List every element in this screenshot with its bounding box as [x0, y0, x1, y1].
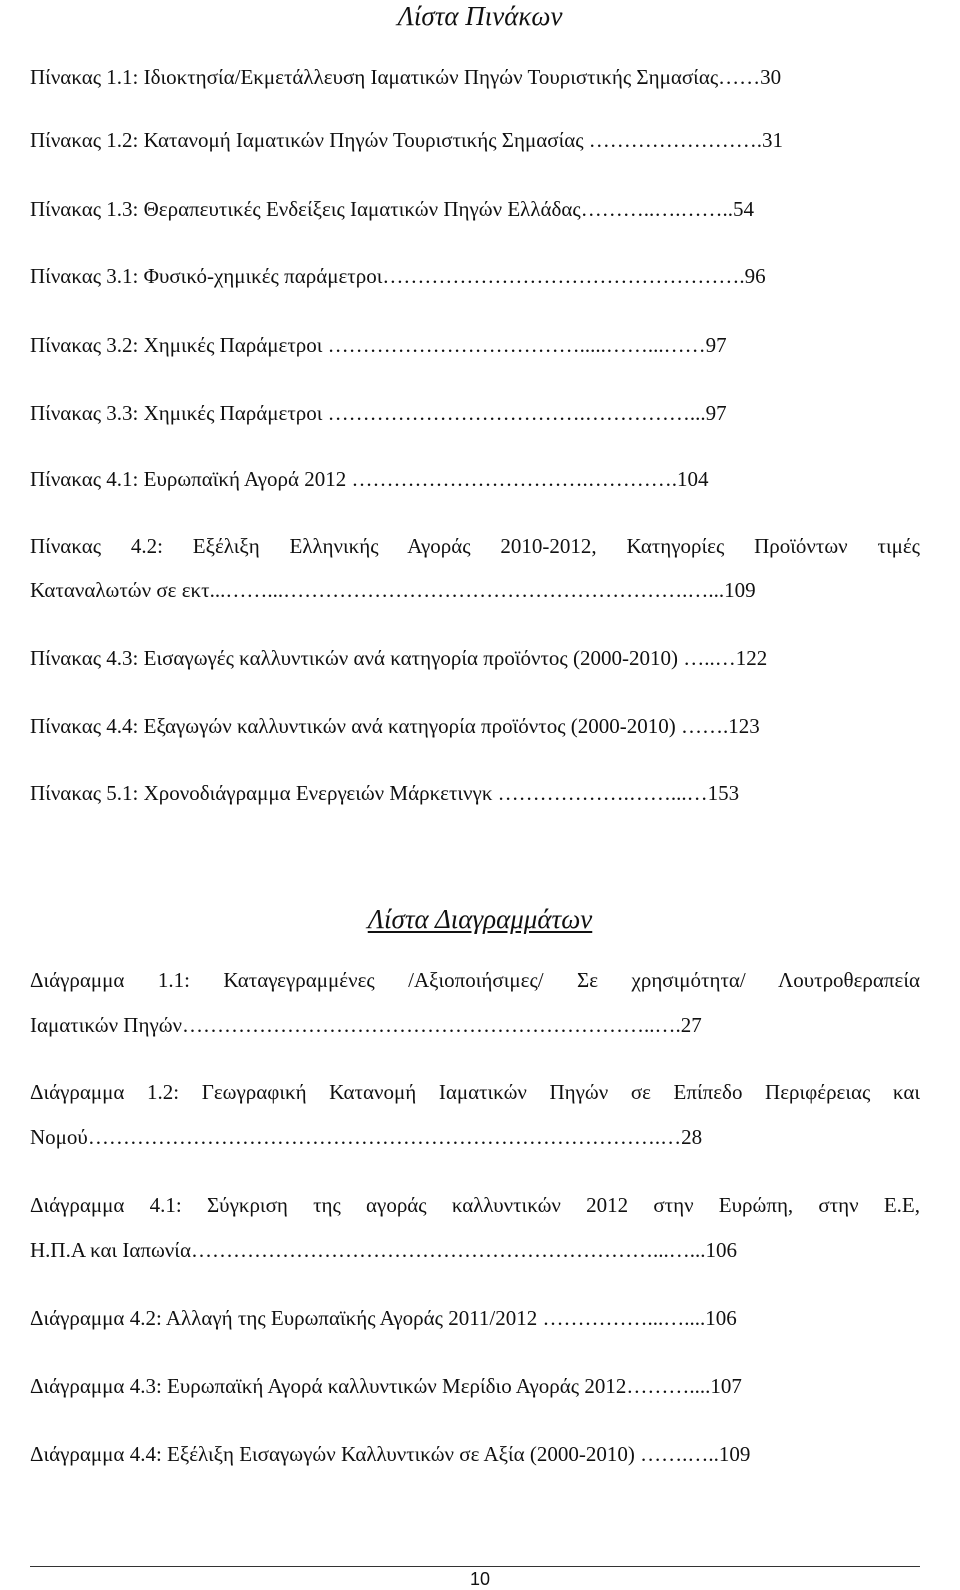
toc-entry-table-4-3: Πίνακας 4.3: Εισαγωγές καλλυντικών ανά κατηγορία προϊόντος (2000-2010) …..…122 [30, 646, 768, 670]
toc-entry-table-3-3: Πίνακας 3.3: Χημικές Παράμετροι ……………………………….……………...97 [30, 401, 727, 425]
footer-divider [30, 1566, 920, 1567]
toc-entry-table-3-2: Πίνακας 3.2: Χημικές Παράμετροι ……………………………….....……...……97 [30, 333, 727, 357]
toc-entry-table-4-2-line2: Καταναλωτών σε εκτ...……...………………………………………………….…...109 [30, 578, 756, 602]
toc-entry-table-4-1: Πίνακας 4.1: Ευρωπαϊκή Αγορά 2012 …………………………….………….104 [30, 467, 709, 491]
tables-list-heading: Λίστα Πινάκων [397, 1, 563, 31]
toc-entry-table-4-4: Πίνακας 4.4: Εξαγωγών καλλυντικών ανά κατηγορία προϊόντος (2000-2010) …….123 [30, 714, 760, 738]
toc-entry-diagram-4-3: Διάγραμμα 4.3: Ευρωπαϊκή Αγορά καλλυντικών Μερίδιο Αγοράς 2012………....107 [30, 1374, 742, 1398]
toc-entry-diagram-4-1-line2: Η.Π.Α και Ιαπωνία…………………………………………………………...…...106 [30, 1238, 737, 1262]
toc-entry-table-5-1: Πίνακας 5.1: Χρονοδιάγραμμα Ενεργειών Μάρκετινγκ ……………….……...…153 [30, 781, 740, 805]
toc-entry-diagram-1-1-line2: Ιαματικών Πηγών…………………………………………………………..….27 [30, 1013, 702, 1037]
toc-entry-table-1-3: Πίνακας 1.3: Θεραπευτικές Ενδείξεις Ιαματικών Πηγών Ελλάδας………..….……..54 [30, 197, 754, 221]
toc-entry-diagram-1-2-line1: Διάγραμμα 1.2: Γεωγραφική Κατανομή Ιαματικών Πηγών σε Επίπεδο Περιφέρειας και [30, 1080, 920, 1104]
diagrams-list-heading: Λίστα Διαγραμμάτων [367, 904, 593, 934]
toc-entry-table-3-1: Πίνακας 3.1: Φυσικό-χημικές παράμετροι…………………………………………….96 [30, 264, 766, 288]
toc-entry-diagram-4-1-line1: Διάγραμμα 4.1: Σύγκριση της αγοράς καλλυντικών 2012 στην Ευρώπη, στην Ε.Ε, [30, 1193, 920, 1217]
toc-entry-table-4-2-line1: Πίνακας 4.2: Εξέλιξη Ελληνικής Αγοράς 2010-2012, Κατηγορίες Προϊόντων τιμές [30, 534, 920, 558]
toc-entry-diagram-1-1-line1: Διάγραμμα 1.1: Καταγεγραμμένες /Αξιοποιήσιμες/ Σε χρησιμότητα/ Λουτροθεραπεία [30, 968, 920, 992]
toc-entry-diagram-1-2-line2: Νομού……………………………………………………………………….…28 [30, 1125, 703, 1149]
toc-entry-diagram-4-2: Διάγραμμα 4.2: Αλλαγή της Ευρωπαϊκής Αγοράς 2011/2012 ……………...…....106 [30, 1306, 737, 1330]
page-number: 10 [469, 1569, 491, 1589]
toc-entry-table-1-2: Πίνακας 1.2: Κατανομή Ιαματικών Πηγών Τουριστικής Σημασίας …………………….31 [30, 128, 784, 152]
toc-entry-table-1-1: Πίνακας 1.1: Ιδιοκτησία/Εκμετάλλευση Ιαματικών Πηγών Τουριστικής Σημασίας……30 [30, 65, 782, 89]
toc-entry-diagram-4-4: Διάγραμμα 4.4: Εξέλιξη Εισαγωγών Καλλυντικών σε Αξία (2000-2010) …….…..109 [30, 1442, 751, 1466]
